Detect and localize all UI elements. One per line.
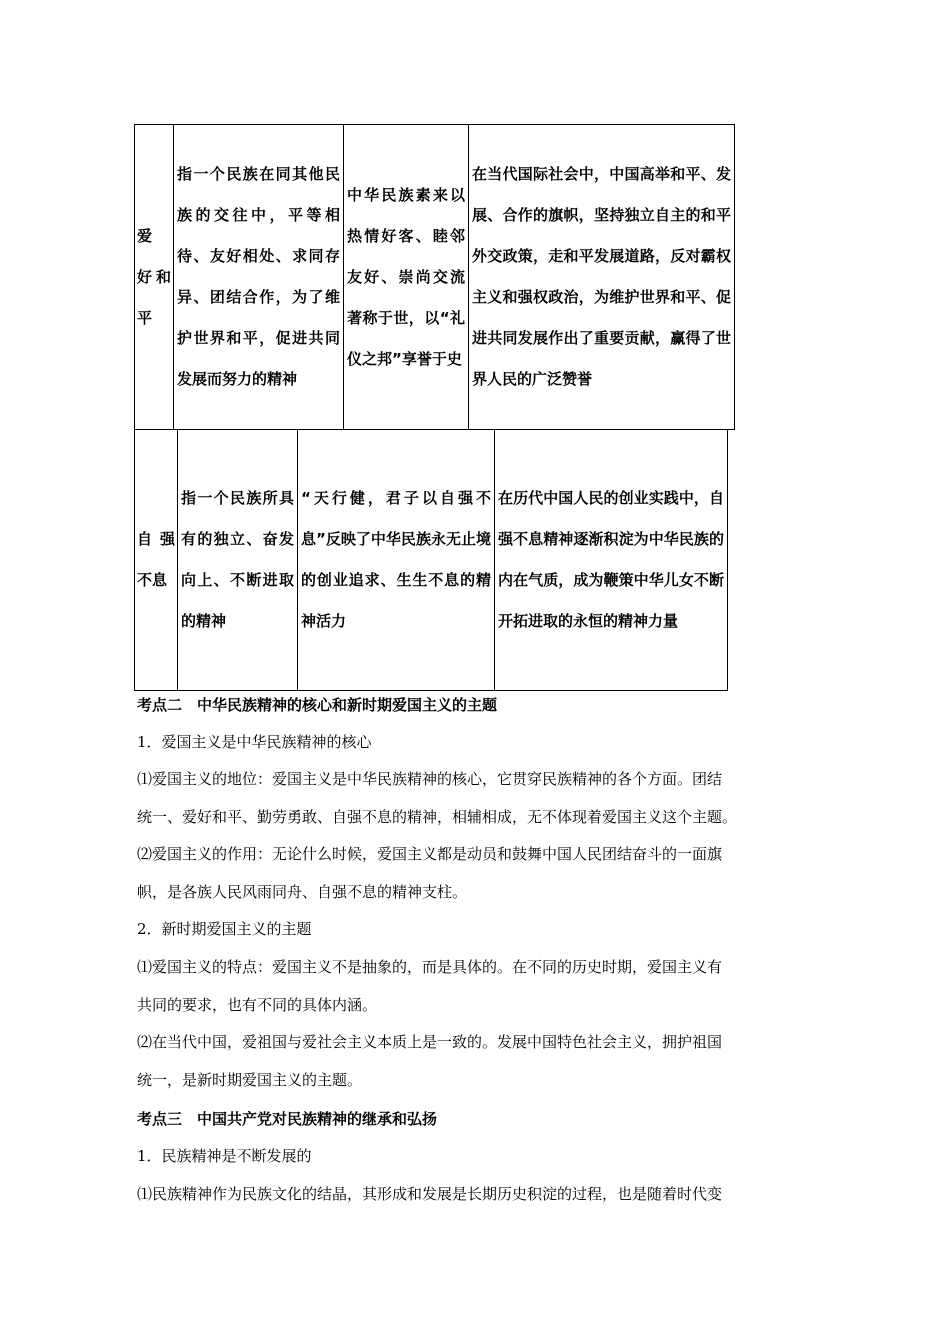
subsection-title: 1．爱国主义是中华民族精神的核心 [137, 733, 372, 751]
paragraph-line: 统一，是新时期爱国主义的主题。 [137, 1071, 363, 1089]
section-heading: 考点三 中国共产党对民族精神的继承和弘扬 [137, 1110, 438, 1128]
spirit-tradition-cell: 中华民族素来以热情好客、睦邻友好、崇尚交流著称于世，以“礼仪之邦”享誉于史 [344, 125, 469, 430]
subsection-title: 1．民族精神是不断发展的 [137, 1147, 312, 1165]
spirit-tradition-cell: “天行健，君子以自强不息”反映了中华民族永无止境的创业追求、生生不息的精神活力 [298, 430, 495, 691]
paragraph-line: 帜，是各族人民风雨同舟、自强不息的精神支柱。 [137, 883, 468, 901]
spirit-name-cell: 爱 好和平 [135, 125, 174, 430]
paragraph-line: 共同的要求，也有不同的具体内涵。 [137, 996, 378, 1014]
spirit-definition-cell: 指一个民族所具有的独立、奋发向上、不断进取的精神 [178, 430, 298, 691]
section-heading: 考点二 中华民族精神的核心和新时期爱国主义的主题 [137, 696, 498, 714]
spirit-table-row-peace [134, 124, 735, 430]
spirit-table-row-self-strength [134, 429, 728, 691]
spirit-name-cell: 自 强不息 [135, 430, 178, 691]
spirit-practice-cell: 在当代国际社会中，中国高举和平、发展、合作的旗帜，坚持独立自主的和平外交政策，走和平发展道路，反对霸权主义和强权政治，为维护世界和平、促进共同发展作出了重要贡献，赢得了世界人民的广泛赞誉 [469, 125, 735, 430]
paragraph-line: 统一、爱好和平、勤劳勇敢、自强不息的精神，相辅相成，无不体现着爱国主义这个主题。 [137, 808, 738, 826]
paragraph-line: ⑴爱国主义的地位：爱国主义是中华民族精神的核心，它贯穿民族精神的各个方面。团结 [137, 770, 723, 788]
spirit-definition-cell: 指一个民族在同其他民族的交往中，平等相待、友好相处、求同存异、团结合作，为了维护世界和平，促进共同发展而努力的精神 [174, 125, 344, 430]
subsection-title: 2．新时期爱国主义的主题 [137, 920, 312, 938]
paragraph-line: ⑴民族精神作为民族文化的结晶，其形成和发展是长期历史积淀的过程，也是随着时代变 [137, 1185, 723, 1203]
paragraph-line: ⑵在当代中国，爱祖国与爱社会主义本质上是一致的。发展中国特色社会主义，拥护祖国 [137, 1033, 723, 1051]
paragraph-line: ⑵爱国主义的作用：无论什么时候，爱国主义都是动员和鼓舞中国人民团结奋斗的一面旗 [137, 845, 723, 863]
paragraph-line: ⑴爱国主义的特点：爱国主义不是抽象的，而是具体的。在不同的历史时期，爱国主义有 [137, 958, 723, 976]
spirit-practice-cell: 在历代中国人民的创业实践中，自强不息精神逐渐积淀为中华民族的内在气质，成为鞭策中华儿女不断开拓进取的永恒的精神力量 [495, 430, 728, 691]
